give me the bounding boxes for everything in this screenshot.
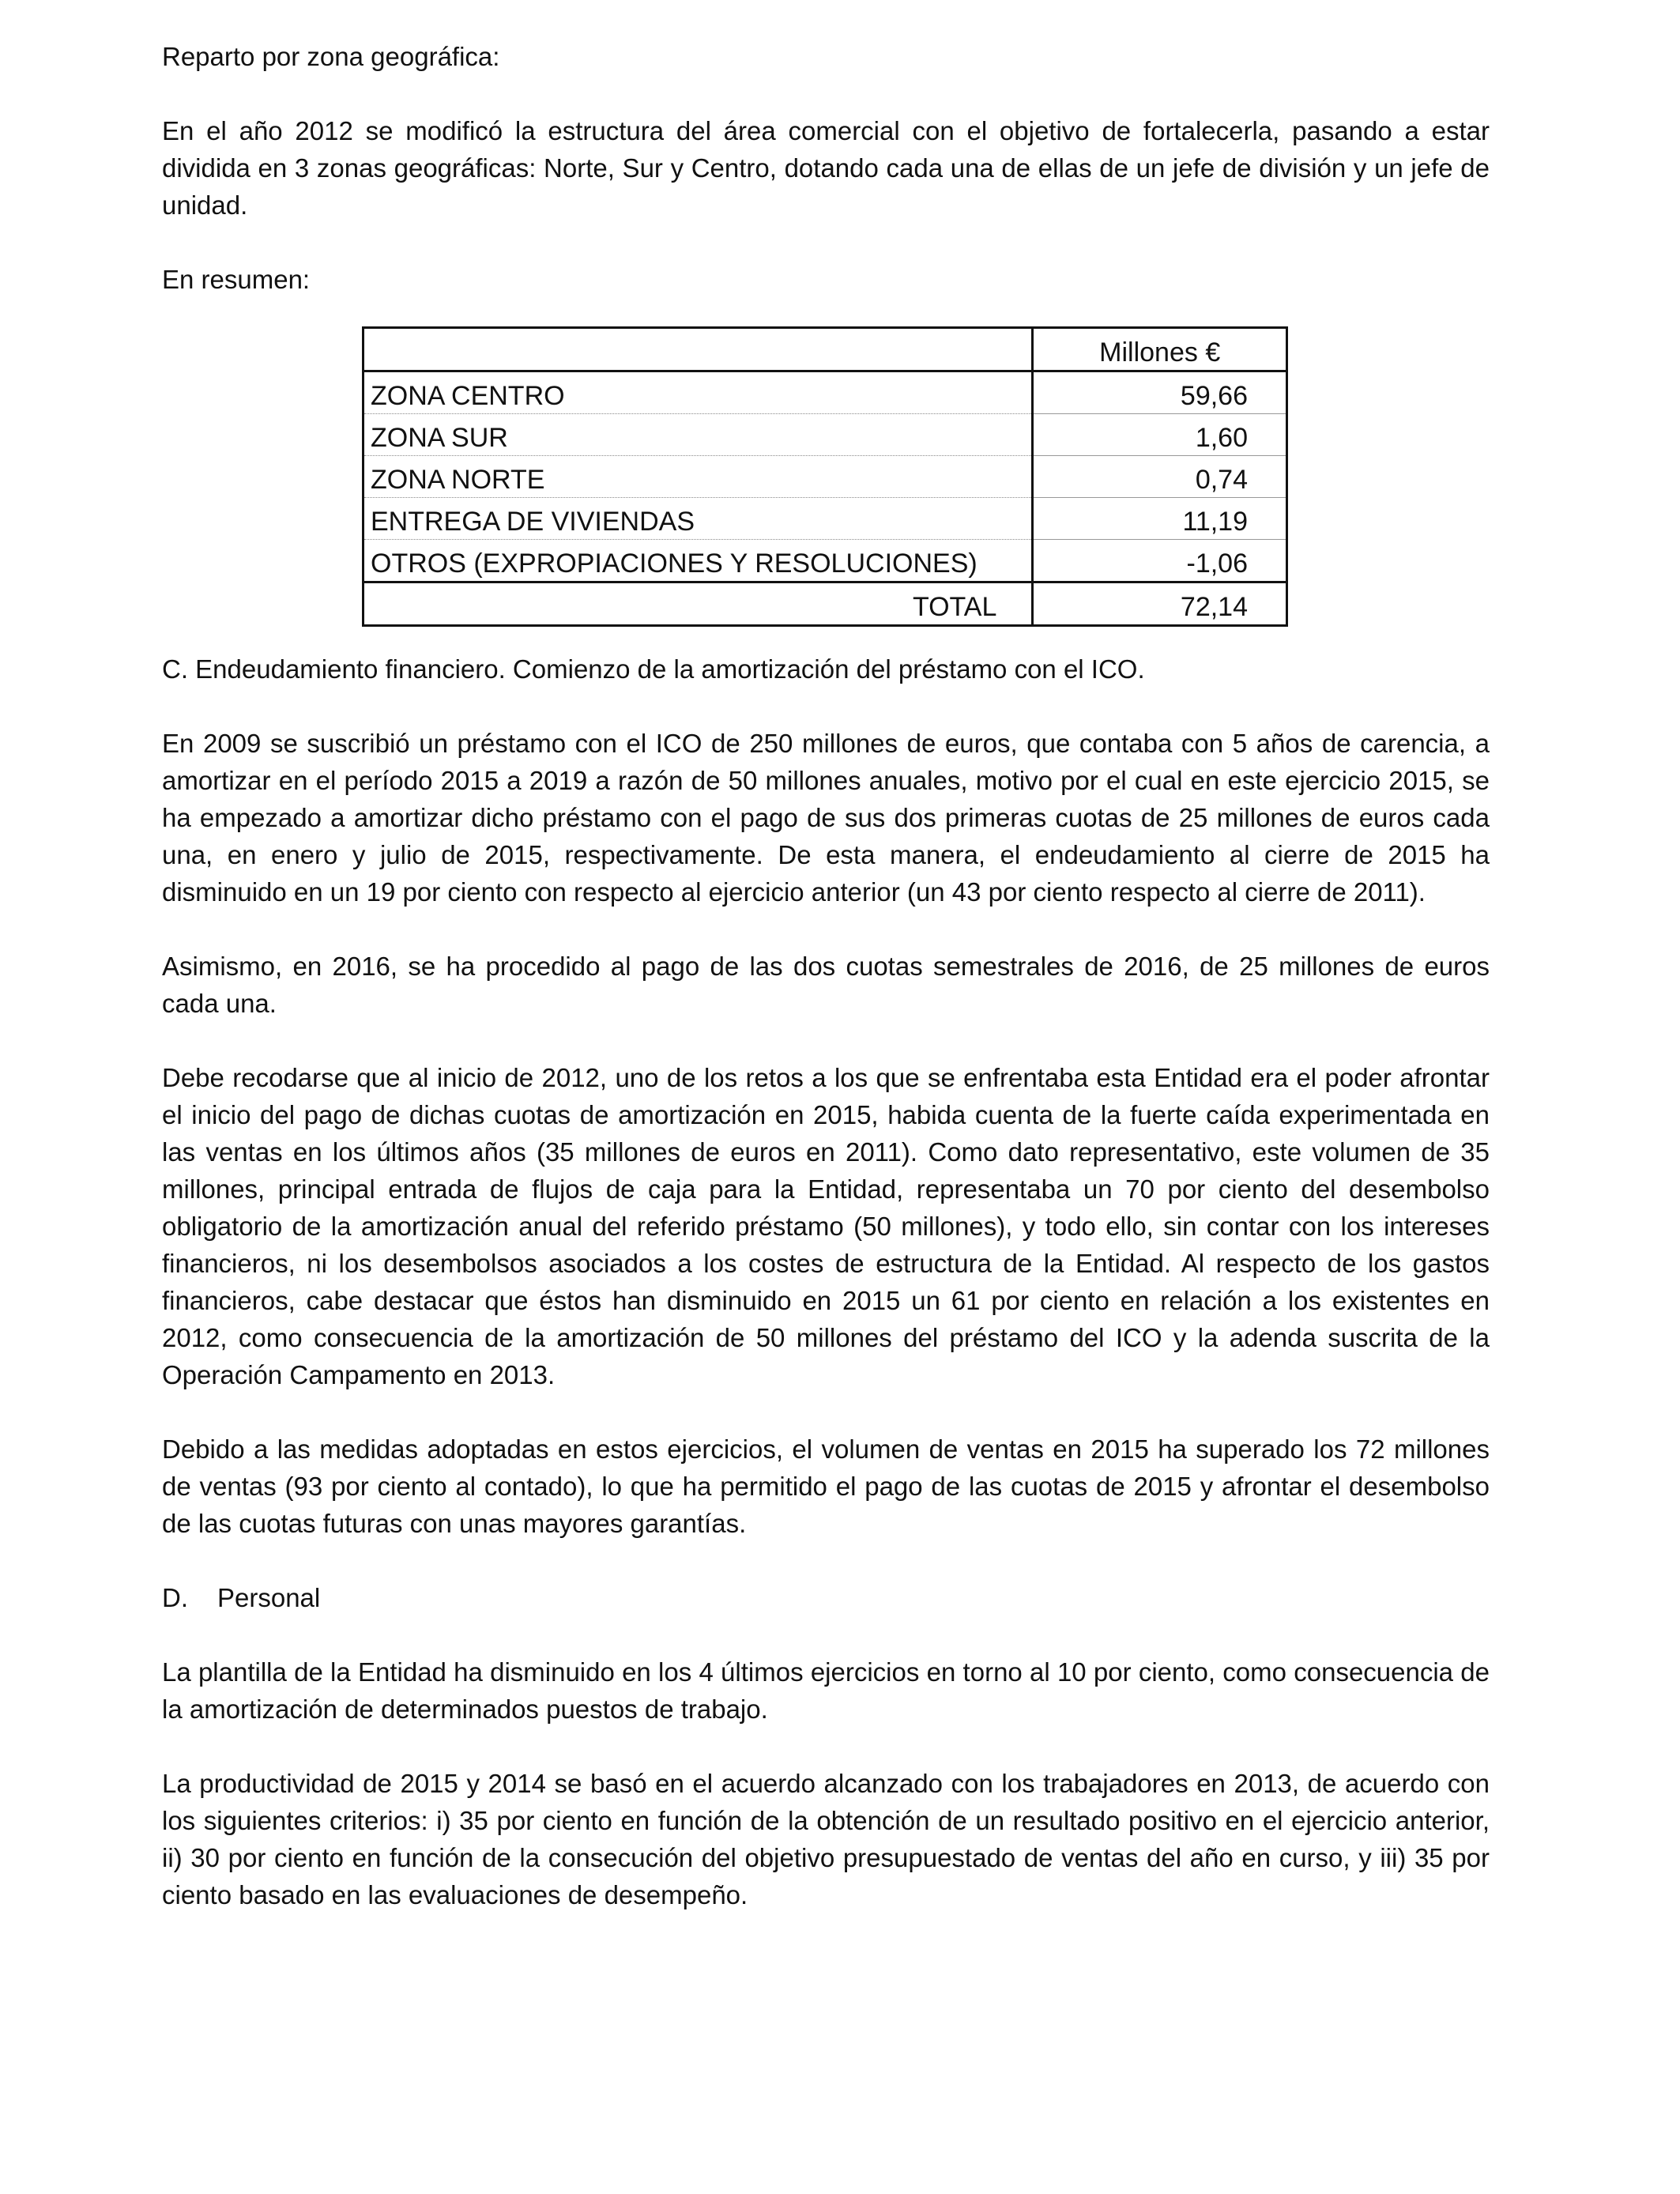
table-row	[363, 498, 1287, 540]
row-value: 59,66	[1033, 371, 1287, 414]
table-row	[363, 414, 1287, 456]
section-d-title: Personal	[217, 1583, 321, 1612]
summary-table	[362, 326, 1288, 627]
section-c-paragraph-2: Asimismo, en 2016, se ha procedido al pago de las dos cuotas semestrales de 2016, de 25 millones de euros cada una.	[162, 952, 1490, 1018]
table-row	[363, 371, 1287, 414]
row-label: ZONA NORTE	[363, 456, 1033, 498]
unit-header: Millones €	[1033, 328, 1287, 371]
row-value: 1,60	[1033, 414, 1287, 456]
section-d-paragraph-1: La plantilla de la Entidad ha disminuido en los 4 últimos ejercicios en torno al 10 por ciento, como consecuencia de la amortización de determinados puestos de trabajo.	[162, 1657, 1490, 1724]
table-header-row	[363, 328, 1287, 371]
section-c-paragraph-3: Debe recodarse que al inicio de 2012, uno de los retos a los que se enfrentaba esta Entidad era el poder afrontar el inicio del pago de dichas cuotas de amortización en 2015, habida cuenta de la fuerte caída experimentada en las ventas en los últimos años (35 millones de euros en 2011). Como dato representativo, este volumen de 35 millones, principal entrada de flujos de caja para la Entidad, representaba un 70 por ciento del desembolso obligatorio de la amortización anual del referido préstamo (50 millones), y todo ello, sin contar con los intereses financieros, ni los desembolsos asociados a los costes de estructura de la Entidad. Al respecto de los gastos financieros, cabe destacar que éstos han disminuido en 2015 un 61 por ciento en relación a los existentes en 2012, como consecuencia de la amortización de 50 millones del préstamo del ICO y la adenda suscrita de la Operación Campamento en 2013.	[162, 1063, 1490, 1389]
section-d-letter: D.	[162, 1583, 188, 1612]
section-c-heading: C. Endeudamiento financiero. Comienzo de la amortización del préstamo con el ICO.	[162, 654, 1145, 684]
row-label: ZONA SUR	[363, 414, 1033, 456]
geo-paragraph: En el año 2012 se modificó la estructura del área comercial con el objetivo de fortalecerla, pasando a estar dividida en 3 zonas geográficas: Norte, Sur y Centro, dotando cada una de ellas de un jefe de división y un jefe de unidad.	[162, 116, 1490, 220]
section-d-heading	[162, 1579, 1490, 1616]
section-d-paragraph-2: La productividad de 2015 y 2014 se basó en el acuerdo alcanzado con los trabajadores en 2013, de acuerdo con los siguientes criterios: i) 35 por ciento en función de la obtención de un resultado positivo en el ejercicio anterior, ii) 30 por ciento en función de la consecución del objetivo presupuestado de ventas del año en curso, y iii) 35 por ciento basado en las evaluaciones de desempeño.	[162, 1769, 1490, 1909]
summary-table-container	[362, 326, 1288, 627]
total-value: 72,14	[1033, 582, 1287, 626]
summary-label: En resumen:	[162, 265, 311, 294]
row-label: ENTREGA DE VIVIENDAS	[363, 498, 1033, 540]
header-empty-cell	[363, 328, 1033, 371]
section-c-paragraph-1: En 2009 se suscribió un préstamo con el ICO de 250 millones de euros, que contaba con 5 años de carencia, a amortizar en el período 2015 a 2019 a razón de 50 millones anuales, motivo por el cual en este ejercicio 2015, se ha empezado a amortizar dicho préstamo con el pago de sus dos primeras cuotas de 25 millones de euros cada una, en enero y julio de 2015, respectivamente. De esta manera, el endeudamiento al cierre de 2015 ha disminuido en un 19 por ciento con respecto al ejercicio anterior (un 43 por ciento respecto al cierre de 2011).	[162, 729, 1490, 907]
row-label: OTROS (EXPROPIACIONES Y RESOLUCIONES)	[363, 540, 1033, 582]
row-value: 0,74	[1033, 456, 1287, 498]
table-row	[363, 456, 1287, 498]
row-label: ZONA CENTRO	[363, 371, 1033, 414]
geo-heading: Reparto por zona geográfica:	[162, 42, 500, 71]
table-total-row	[363, 582, 1287, 626]
document-page	[162, 38, 1490, 1913]
table-row	[363, 540, 1287, 582]
total-label: TOTAL	[363, 582, 1033, 626]
row-value: -1,06	[1033, 540, 1287, 582]
section-c-paragraph-4: Debido a las medidas adoptadas en estos ejercicios, el volumen de ventas en 2015 ha superado los 72 millones de ventas (93 por ciento al contado), lo que ha permitido el pago de las cuotas de 2015 y afrontar el desembolso de las cuotas futuras con unas mayores garantías.	[162, 1434, 1490, 1538]
row-value: 11,19	[1033, 498, 1287, 540]
